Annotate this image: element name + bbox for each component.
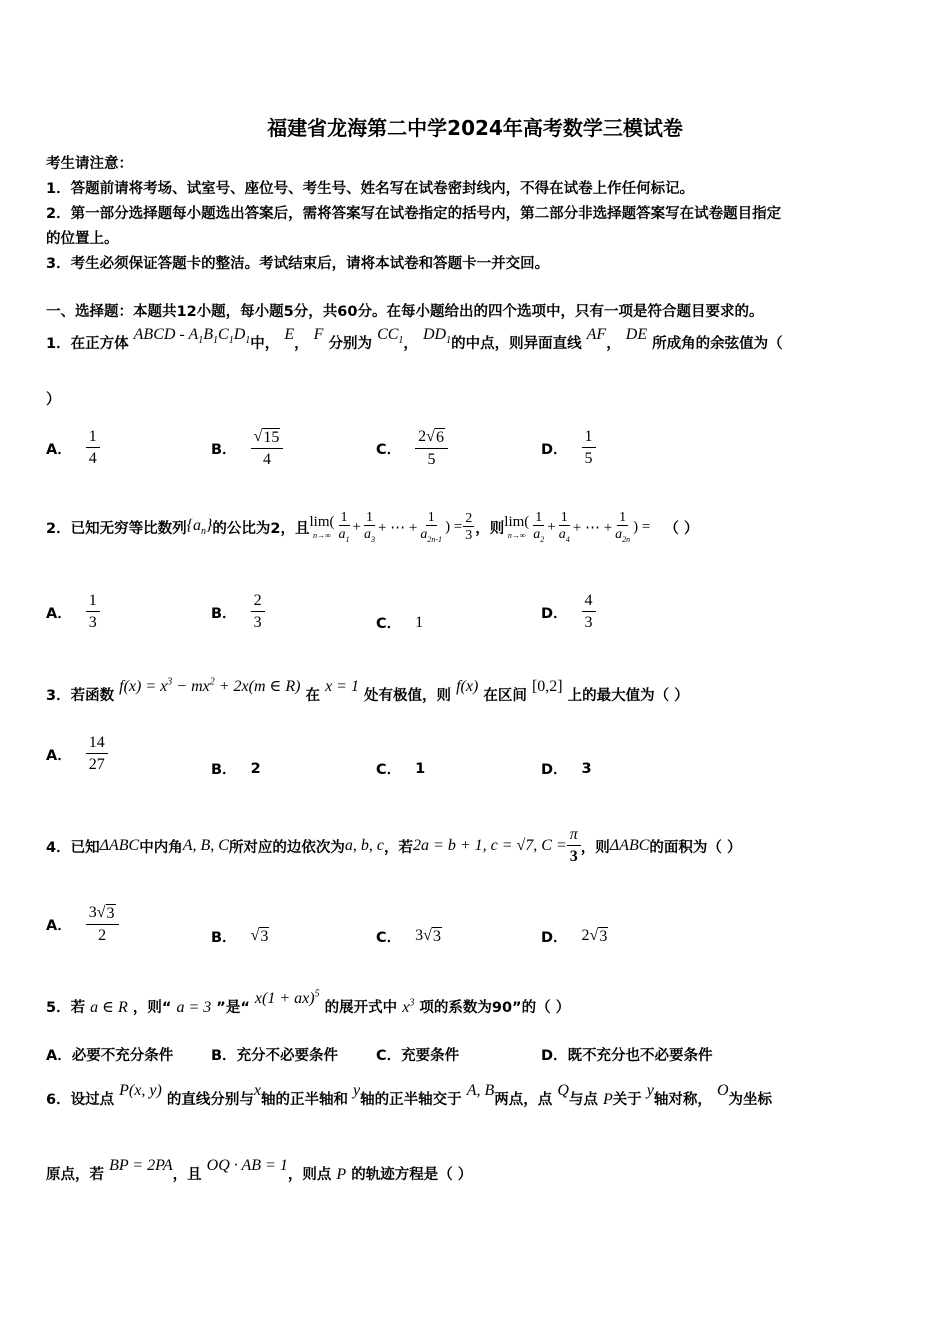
q2-text-3: ，则: [475, 520, 505, 537]
q6-text-6: 与点: [568, 1092, 598, 1108]
q6-text-13: 的轨迹方程是（ ）: [351, 1167, 473, 1183]
q2-limit-1: lim( n→∞ 1 $a_1$ + 1 $a_3$ + ⋯ + 1 $a_{2n-1}$ ) = 2 3: [309, 510, 473, 545]
q1-close-paren: ）: [46, 392, 61, 408]
q6-text: 设过点: [70, 1092, 115, 1108]
q5-option-a[interactable]: A． 必要不充分条件: [46, 1048, 174, 1064]
q2-option-d[interactable]: D． $\frac{4}{3}$: [541, 592, 596, 633]
q5-condition: a ∈ R: [90, 999, 128, 1016]
q2-text-2: 的公比为2，且: [212, 520, 310, 537]
q5-text: 若: [70, 1000, 86, 1016]
q3-fx: f(x): [456, 678, 479, 695]
question-6: [46, 1082, 773, 1109]
q4-text: 已知: [70, 839, 100, 856]
q1-number: 1．: [46, 336, 71, 352]
q1-comma-1: ，: [294, 336, 309, 352]
section-heading: 一、选择题：本题共12小题，每小题5分，共60分。在每小题给出的四个选项中，只有一项是符合题目要求的。: [46, 304, 764, 320]
q4-pi-over-3: $\frac{\pi}{3}$: [567, 826, 581, 867]
q1-option-c[interactable]: C． 2√ 6 5: [376, 428, 448, 470]
q5-x3: $x^3$: [402, 997, 415, 1016]
q1-text-3: 分别为: [328, 336, 373, 352]
q4-condition: 2a = b + 1, c = √7, C =: [413, 837, 567, 855]
q6-text-4: 轴的正半轴交于: [360, 1092, 462, 1108]
q1-option-b[interactable]: B． √ 15 4: [211, 428, 283, 470]
q4-text-6: 的面积为（ ）: [649, 839, 742, 856]
q6-point-p: P(x, y): [119, 1082, 162, 1099]
q3-option-a[interactable]: A． $\frac{14}{27}$: [46, 734, 108, 775]
sqrt-symbol: √ 3: [250, 927, 269, 945]
q6-y-axis-2: y: [646, 1082, 654, 1099]
q3-text-4: 在区间: [483, 688, 527, 704]
q1-text-4: 的中点，则异面直线: [451, 336, 582, 352]
question-4: [46, 826, 741, 867]
q2-option-b[interactable]: B． $\frac{2}{3}$: [211, 592, 265, 633]
q3-number: 3．: [46, 688, 71, 704]
q3-option-b[interactable]: B． 2: [211, 760, 261, 778]
q4-number: 4．: [46, 839, 71, 856]
q1-point-e: E: [284, 326, 295, 343]
q4-text-5: ，则: [580, 839, 610, 856]
q2-option-c[interactable]: C． 1: [376, 613, 424, 632]
q6-point-p-3: P: [336, 1166, 347, 1183]
q4-text-4: ，若: [384, 839, 414, 856]
question-1: [46, 326, 783, 355]
q5-a-value: a = 3: [176, 999, 212, 1016]
q6-text-10: 原点，若: [46, 1167, 104, 1183]
q1-dd1: $DD_1$: [422, 326, 452, 347]
q4-angles: A, B, C: [182, 837, 229, 855]
q2-option-a[interactable]: A． $\frac{1}{3}$: [46, 592, 100, 633]
q1-cc1: $CC_1$: [377, 326, 404, 347]
sqrt-symbol: √ 3: [423, 927, 441, 945]
q5-text-5: 项的系数为90”的（ ）: [419, 1000, 571, 1016]
q1-comma-2: ，: [403, 336, 418, 352]
q5-text-3: ”是“: [216, 1000, 250, 1016]
q1-line-de: DE: [625, 326, 648, 343]
sqrt-symbol: √ 6: [426, 428, 444, 446]
notice-item-2-cont: 的位置上。: [46, 231, 119, 247]
notice-item-3: 3．考生必须保证答题卡的整洁。考试结束后，请将本试卷和答题卡一并交回。: [46, 256, 550, 272]
q6-vector-bp: BP = 2PA: [109, 1157, 173, 1174]
q3-interval: [0,2]: [531, 678, 563, 695]
q2-answer-paren: （ ）: [664, 520, 699, 537]
q1-option-d[interactable]: D． $\frac{1}{5}$: [541, 428, 596, 469]
q4-option-d[interactable]: D． 2√ 3: [541, 927, 608, 946]
q4-text-2: 中内角: [139, 839, 183, 856]
q3-text-2: 在: [305, 688, 321, 704]
sqrt-symbol: √ 3: [589, 927, 608, 945]
q2-sequence: $\{a_n\}$: [186, 517, 213, 538]
q6-origin: O: [716, 1082, 729, 1099]
notice-heading: 考生请注意：: [46, 156, 133, 172]
q4-option-c[interactable]: C． 3√ 3: [376, 927, 441, 946]
q5-expression: x(1 + ax)$^5$: [254, 988, 320, 1007]
q1-line-af: AF: [586, 326, 607, 343]
q5-option-c[interactable]: C． 充要条件: [376, 1048, 460, 1064]
q4-option-a[interactable]: A． 3√ 3 2: [46, 904, 119, 946]
sqrt-symbol: √ 3: [96, 904, 115, 922]
q6-x-axis: x: [253, 1082, 261, 1099]
q6-text-12: ，则点: [287, 1167, 332, 1183]
q1-cube: ABCD - $A_1B_1C_1D_1$: [133, 326, 251, 347]
q6-text-3: 轴的正半轴和: [260, 1092, 348, 1108]
q1-comma-3: ，: [606, 336, 621, 352]
q6-y-axis: y: [353, 1082, 361, 1099]
q3-x-value: x = 1: [325, 678, 359, 695]
q4-option-b[interactable]: B． √ 3: [211, 927, 269, 946]
question-3: [46, 676, 689, 705]
q1-point-f: F: [313, 326, 324, 343]
q6-text-8: 轴对称，: [653, 1092, 712, 1108]
q3-option-c[interactable]: C． 1: [376, 760, 426, 778]
q6-text-11: ，且: [172, 1167, 202, 1183]
sqrt-symbol: √ 15: [253, 428, 280, 446]
question-5: [46, 988, 571, 1017]
q6-point-q: Q: [557, 1082, 569, 1099]
q3-text: 若函数: [70, 688, 115, 704]
q5-text-2: ，则“: [132, 1000, 172, 1016]
question-2: [46, 510, 698, 545]
q3-option-d[interactable]: D． 3: [541, 760, 592, 778]
q2-limit-2: lim( n→∞ 1 $a_2$ + 1 $a_4$ + ⋯ + 1 $a_{2n}$ ) =: [504, 510, 651, 545]
q2-number: 2．: [46, 520, 71, 537]
q6-text-7: 关于: [612, 1092, 642, 1108]
q6-text-2: 的直线分别与: [166, 1092, 254, 1108]
q4-triangle-2: ΔABC: [609, 837, 650, 855]
q1-text: 在正方体: [70, 336, 129, 352]
q6-text-5: 两点，点: [494, 1092, 553, 1108]
q1-option-a[interactable]: A． $\frac{1}{4}$: [46, 428, 100, 469]
q2-text: 已知无穷等比数列: [70, 520, 187, 537]
q1-text-5: 所成角的余弦值为（: [652, 336, 783, 352]
q3-function: $f(x) = x^3 - mx^2 + 2x(m$ ∈ R): [119, 676, 301, 695]
q6-text-9: 为坐标: [728, 1092, 773, 1108]
q3-text-3: 处有极值，则: [364, 688, 452, 704]
q5-option-b[interactable]: B． 充分不必要条件: [211, 1048, 339, 1064]
q6-points-ab: A, B: [466, 1082, 495, 1099]
q6-dot-product: OQ · AB = 1: [206, 1157, 288, 1174]
page-title: 福建省龙海第二中学2024年高考数学三模试卷: [267, 116, 683, 140]
q6-number: 6．: [46, 1092, 71, 1108]
notice-item-1: 1．答题前请将考场、试室号、座位号、考生号、姓名写在试卷密封线内，不得在试卷上作任何标记。: [46, 181, 695, 197]
q6-point-p-2: P: [602, 1091, 613, 1108]
q5-number: 5．: [46, 1000, 71, 1016]
q4-sides: a, b, c: [344, 837, 385, 855]
question-6-cont: [46, 1157, 473, 1184]
q1-text-2: 中，: [250, 336, 280, 352]
notice-item-2: 2．第一部分选择题每小题选出答案后，需将答案写在试卷指定的括号内，第二部分非选择题答案写在试卷题目指定: [46, 206, 782, 222]
q4-text-3: 所对应的边依次为: [228, 839, 345, 856]
q3-text-5: 上的最大值为（ ）: [567, 688, 689, 704]
q5-text-4: 的展开式中: [324, 1000, 398, 1016]
q5-option-d[interactable]: D． 既不充分也不必要条件: [541, 1048, 713, 1064]
q4-triangle: ΔABC: [99, 837, 140, 855]
